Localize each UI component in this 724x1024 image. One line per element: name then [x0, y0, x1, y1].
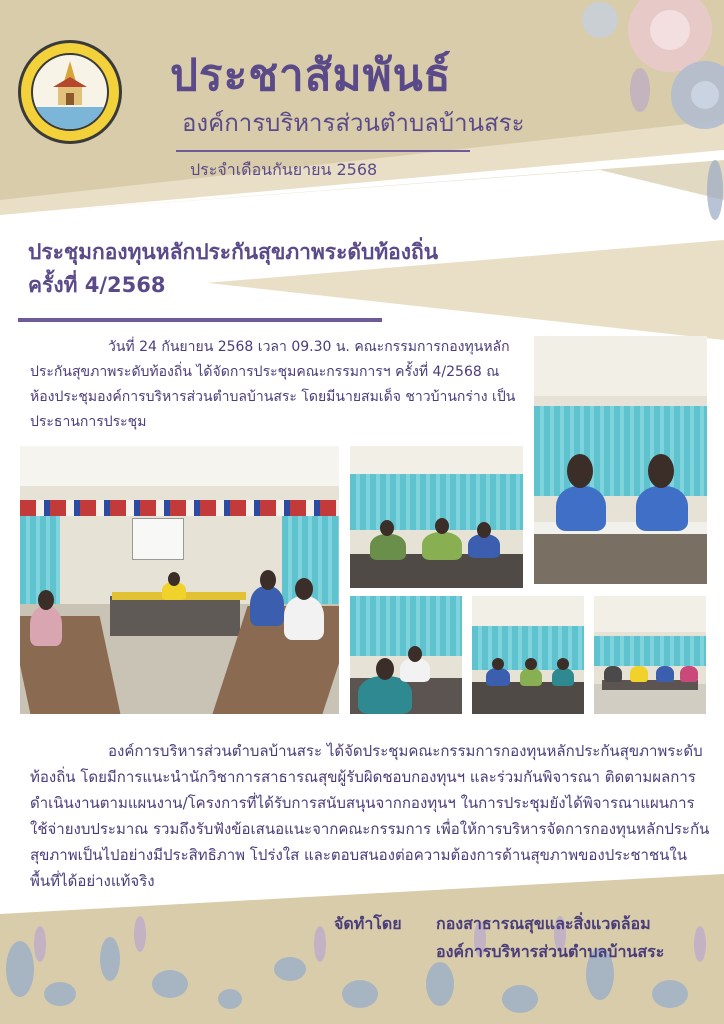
credit-organization: องค์การบริหารส่วนตำบลบ้านสระ — [436, 942, 665, 961]
photo-meeting-attendees — [350, 446, 523, 588]
photo-meeting-table-row — [472, 596, 584, 714]
page-headline: ประชาสัมพันธ์ — [170, 50, 452, 101]
issue-month: ประจำเดือนกันยายน 2568 — [190, 160, 378, 179]
intro-paragraph — [30, 335, 522, 435]
news-title — [28, 236, 628, 302]
organization-name: องค์การบริหารส่วนตำบลบ้านสระ — [182, 109, 525, 137]
title-underline — [18, 318, 382, 322]
body-text: องค์การบริหารส่วนตำบลบ้านสระ ได้จัดประชุมคณะกรรมการกองทุนหลักประกันสุขภาพระดับท้องถิ่น โดยมีการแนะนำนักวิชาการสาธารณสุขผู้รับผิดชอบกองทุนฯ และร่วมกันพิจารณา ติดตามผลการดำเนินงานตามแผนงาน/โครงการที่ได้รับการสนับสนุนจากกองทุนฯ ในการประชุมยังได้พิจารณาแผนการใช้จ่ายงบประมาณ รวมถึงรับฟังข้อเสนอแนะจากคณะกรรมการ เพื่อให้การบริหารจัดการกองทุนหลักประกันสุขภาพเป็นไปอย่างมีประสิทธิภาพ โปร่งใส และตอบสนองต่อความต้องการด้านสุขภาพของประชาชนในพื้นที่ได้อย่างแท้จริง — [30, 742, 710, 890]
floral-corner-decoration — [520, 0, 724, 230]
subdistrict-seal-logo — [18, 40, 122, 144]
photo-meeting-committee-closeup — [534, 336, 707, 584]
photo-meeting-overview — [594, 596, 706, 714]
news-title-line1: ประชุมกองทุนหลักประกันสุขภาพระดับท้องถิ่น — [28, 240, 439, 264]
header-divider — [176, 150, 470, 152]
news-title-line2: ครั้งที่ 4/2568 — [28, 273, 166, 297]
temple-icon — [33, 55, 107, 129]
photo-meeting-room-wide — [20, 446, 339, 714]
credit-label: จัดทำโดย — [334, 914, 402, 933]
body-paragraph — [30, 738, 710, 894]
photo-meeting-side-view — [350, 596, 462, 714]
credit-department: กองสาธารณสุขและสิ่งแวดล้อม — [436, 914, 651, 933]
intro-text: วันที่ 24 กันยายน 2568 เวลา 09.30 น. คณะกรรมการกองทุนหลักประกันสุขภาพระดับท้องถิ่น ได้จัดการประชุมคณะกรรมการฯ ครั้งที่ 4/2568 ณ ห้องประชุมองค์การบริหารส่วนตำบลบ้านสระ โดยมีนายสมเด็จ ชาวบ้านกร่าง เป็นประธานการประชุม — [30, 339, 516, 430]
